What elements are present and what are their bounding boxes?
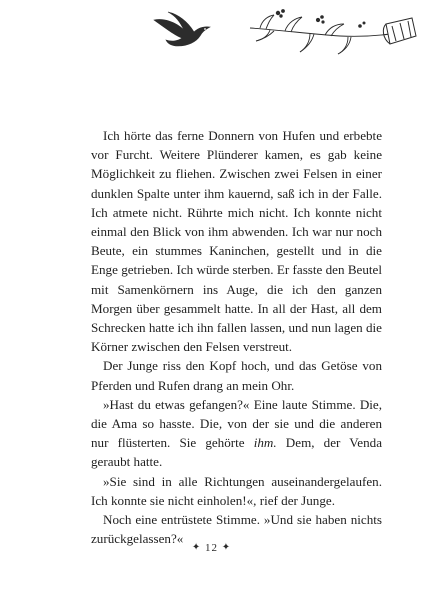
emphasized-word: ihm. [253, 435, 277, 451]
paragraph: Ich hörte das ferne Donnern von Hufen und erbebte vor Furcht. Weitere Plünderer kamen, es gab keine Möglichkeit zu fliehen. Zwischen zwei Felsen in einer dunklen Spalte unter ihm kauernd, saß ich in der Falle. Ich atmete nicht. Rührte mich nicht. Ich konnte nicht einmal den Blick von ihm abwenden. Ich war nur noch Beute, ein stummes Kaninchen, gestellt und in die Enge getrieben. Ich würde sterben. Er fasste den Beutel mit Samenkörnern ins Auge, die ich den ganzen Morgen über gesammelt hatte. In all der Hast, all dem Schrecken hatte ich ihn fallen lassen, und nun lagen die Körner zwischen den Felsen verstreut. [91, 128, 382, 355]
paragraph: Der Junge riss den Kopf hoch, und das Getöse von Pferden und Rufen drang an mein Ohr. [91, 358, 382, 393]
wrapped-stem-icon [383, 18, 416, 44]
paragraph: Noch eine entrüstete Stimme. »Und sie haben nichts zurückgelassen?« [91, 512, 382, 547]
body-text [91, 126, 382, 548]
floral-branch-icon [250, 15, 390, 54]
page-number [0, 542, 423, 554]
header-ornament [150, 6, 418, 68]
paragraph [91, 395, 382, 472]
page-number-value: 12 [205, 542, 218, 554]
paragraph-text: Dem, der Venda geraubt hatte. [91, 435, 383, 470]
paragraph-text: »Hast du etwas gefangen?« Eine laute Stimme. Die, die Ama so hasste. Die, von der sie und die anderen nur flüsterten. Sie gehörte [91, 396, 382, 451]
star-ornament-icon: ✦ [191, 542, 202, 553]
berry-cluster-icon [276, 9, 366, 28]
star-ornament-icon: ✦ [221, 542, 232, 553]
paragraph: »Sie sind in alle Richtungen auseinandergelaufen. Ich konnte sie nicht einholen!«, rief der Junge. [91, 473, 382, 508]
swallow-icon [154, 12, 210, 46]
